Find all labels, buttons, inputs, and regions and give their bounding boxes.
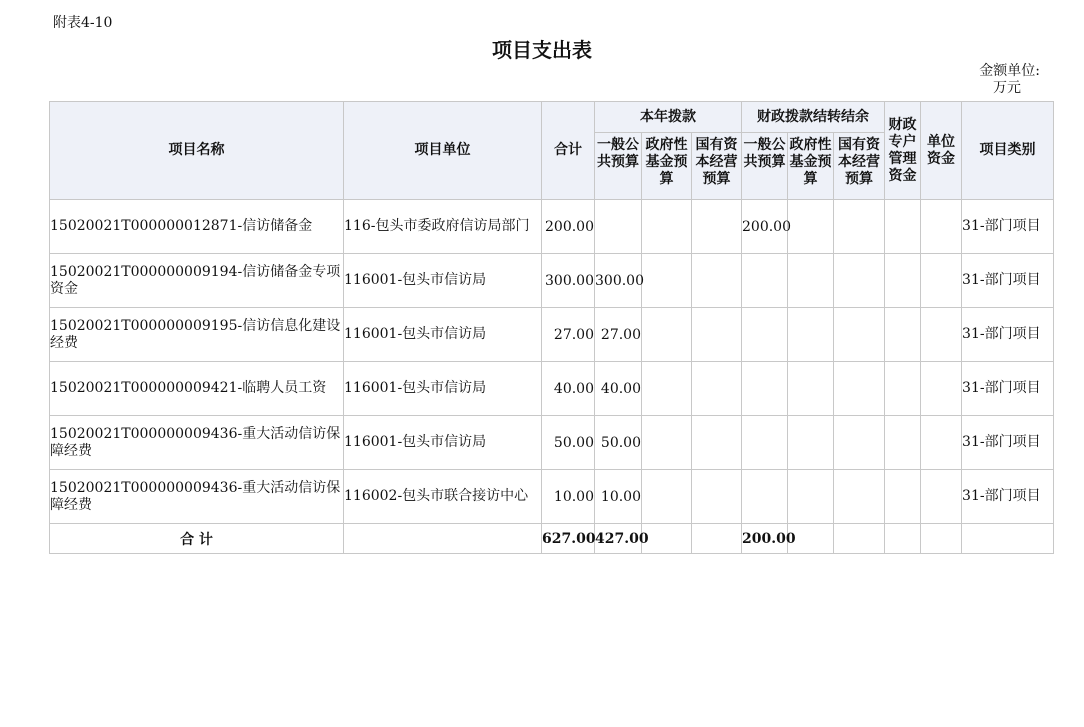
- table-body: [50, 200, 1054, 554]
- total-cell-state-capital: [692, 524, 742, 554]
- col-header-total: 合计: [542, 102, 595, 200]
- col-header-co-state-capital-text: 国有资本经营预算: [838, 137, 881, 187]
- amount-unit-label: 金额单位:: [979, 63, 1040, 79]
- col-header-state-capital: [692, 133, 742, 200]
- cell-unit: 116001-包头市信访局: [344, 416, 542, 470]
- cell-state-capital: [692, 470, 742, 524]
- cell-co-gov-fund: [788, 254, 834, 308]
- cell-unit-funds: [921, 470, 962, 524]
- total-row: [50, 524, 1054, 554]
- cell-state-capital: [692, 254, 742, 308]
- cell-co-state-capital: [834, 200, 885, 254]
- cell-co-state-capital: [834, 308, 885, 362]
- cell-unit-funds: [921, 254, 962, 308]
- cell-unit-funds: [921, 362, 962, 416]
- cell-unit: 116-包头市委政府信访局部门: [344, 200, 542, 254]
- cell-category: 31-部门项目: [962, 470, 1054, 524]
- total-cell-co-general: 200.00: [742, 524, 788, 554]
- cell-unit-funds: [921, 308, 962, 362]
- cell-gov-fund: [642, 362, 692, 416]
- total-cell-category: [962, 524, 1054, 554]
- total-cell-co-state-capital: [834, 524, 885, 554]
- col-header-unit-funds: 单位资金: [921, 102, 962, 200]
- page-title: 项目支出表: [492, 38, 592, 62]
- cell-total: 200.00: [542, 200, 595, 254]
- cell-unit-funds: [921, 200, 962, 254]
- total-cell-general: 427.00: [595, 524, 642, 554]
- cell-unit: 116002-包头市联合接访中心: [344, 470, 542, 524]
- cell-fiscal-special: [885, 362, 921, 416]
- cell-gov-fund: [642, 470, 692, 524]
- cell-co-general: [742, 470, 788, 524]
- col-header-fiscal-special: 财政专户管理资金: [885, 102, 921, 200]
- project-expenditure-table: [49, 101, 1054, 554]
- col-header-name: 项目名称: [50, 102, 344, 200]
- table-row: [50, 470, 1054, 524]
- cell-fiscal-special: [885, 470, 921, 524]
- cell-gov-fund: [642, 200, 692, 254]
- cell-co-general: 200.00: [742, 200, 788, 254]
- cell-state-capital: [692, 200, 742, 254]
- cell-co-gov-fund: [788, 470, 834, 524]
- cell-co-state-capital: [834, 416, 885, 470]
- cell-name: 15020021T000000009436-重大活动信访保障经费: [50, 470, 344, 524]
- cell-co-state-capital: [834, 362, 885, 416]
- cell-name: 15020021T000000009421-临聘人员工资: [50, 362, 344, 416]
- cell-fiscal-special: [885, 416, 921, 470]
- cell-unit: 116001-包头市信访局: [344, 308, 542, 362]
- cell-state-capital: [692, 362, 742, 416]
- total-cell-unit: [344, 524, 542, 554]
- total-cell-fiscal-special: [885, 524, 921, 554]
- cell-total: 50.00: [542, 416, 595, 470]
- cell-co-state-capital: [834, 254, 885, 308]
- cell-fiscal-special: [885, 308, 921, 362]
- cell-category: 31-部门项目: [962, 308, 1054, 362]
- cell-state-capital: [692, 308, 742, 362]
- table-row: [50, 254, 1054, 308]
- cell-name: 15020021T000000009194-信访储备金专项资金: [50, 254, 344, 308]
- cell-gov-fund: [642, 254, 692, 308]
- col-header-unit: 项目单位: [344, 102, 542, 200]
- col-header-general: [595, 133, 642, 200]
- cell-co-state-capital: [834, 470, 885, 524]
- col-header-category: 项目类别: [962, 102, 1054, 200]
- cell-general: 10.00: [595, 470, 642, 524]
- table-row: [50, 308, 1054, 362]
- col-header-co-gov-fund-text: 政府性基金预算: [789, 137, 832, 187]
- col-header-gov-fund: [642, 133, 692, 200]
- cell-general: 300.00: [595, 254, 642, 308]
- cell-state-capital: [692, 416, 742, 470]
- cell-unit: 116001-包头市信访局: [344, 362, 542, 416]
- attachment-label: 附表4-10: [53, 15, 113, 31]
- col-header-co-general: [742, 133, 788, 200]
- cell-total: 27.00: [542, 308, 595, 362]
- cell-co-gov-fund: [788, 362, 834, 416]
- table-row: [50, 200, 1054, 254]
- cell-general: 50.00: [595, 416, 642, 470]
- col-header-co-general-text: 一般公共预算: [743, 137, 786, 170]
- cell-total: 10.00: [542, 470, 595, 524]
- col-header-co-state-capital: [834, 133, 885, 200]
- col-header-co-gov-fund: [788, 133, 834, 200]
- table-row: [50, 362, 1054, 416]
- cell-name: 15020021T000000009195-信访信息化建设经费: [50, 308, 344, 362]
- cell-co-gov-fund: [788, 200, 834, 254]
- cell-co-gov-fund: [788, 308, 834, 362]
- cell-category: 31-部门项目: [962, 416, 1054, 470]
- cell-category: 31-部门项目: [962, 200, 1054, 254]
- col-header-gov-fund-text: 政府性基金预算: [645, 137, 688, 187]
- cell-co-general: [742, 416, 788, 470]
- cell-general: 40.00: [595, 362, 642, 416]
- cell-total: 300.00: [542, 254, 595, 308]
- table-row: [50, 416, 1054, 470]
- cell-co-general: [742, 308, 788, 362]
- cell-unit-funds: [921, 416, 962, 470]
- amount-unit-value: 万元: [993, 80, 1021, 96]
- col-header-state-capital-text: 国有资本经营预算: [695, 137, 738, 187]
- cell-fiscal-special: [885, 254, 921, 308]
- cell-gov-fund: [642, 416, 692, 470]
- cell-category: 31-部门项目: [962, 362, 1054, 416]
- cell-general: 27.00: [595, 308, 642, 362]
- cell-gov-fund: [642, 308, 692, 362]
- cell-name: 15020021T000000012871-信访储备金: [50, 200, 344, 254]
- amount-unit: [960, 63, 1040, 97]
- cell-total: 40.00: [542, 362, 595, 416]
- cell-unit: 116001-包头市信访局: [344, 254, 542, 308]
- cell-general: [595, 200, 642, 254]
- cell-co-gov-fund: [788, 416, 834, 470]
- total-cell-gov-fund: [642, 524, 692, 554]
- cell-name: 15020021T000000009436-重大活动信访保障经费: [50, 416, 344, 470]
- total-label: 合 计: [50, 524, 344, 554]
- col-header-general-text: 一般公共预算: [597, 137, 639, 170]
- col-group-carryover: 财政拨款结转结余: [742, 102, 885, 133]
- total-cell-total: 627.00: [542, 524, 595, 554]
- col-group-current-year: 本年拨款: [595, 102, 742, 133]
- cell-fiscal-special: [885, 200, 921, 254]
- total-cell-unit-funds: [921, 524, 962, 554]
- cell-category: 31-部门项目: [962, 254, 1054, 308]
- cell-co-general: [742, 362, 788, 416]
- cell-co-general: [742, 254, 788, 308]
